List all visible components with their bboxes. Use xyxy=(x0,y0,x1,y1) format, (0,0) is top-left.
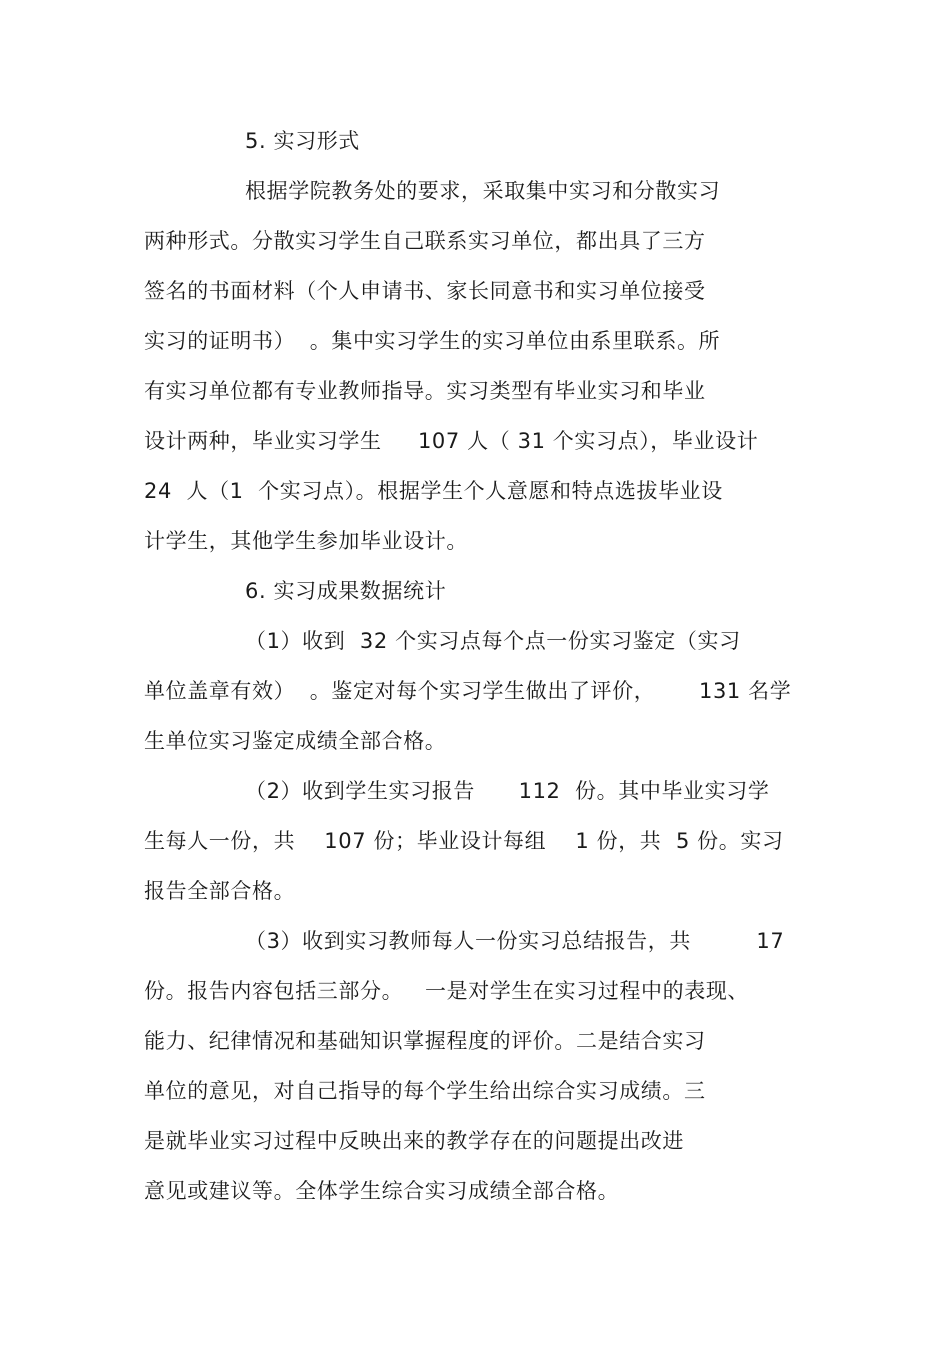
paragraph-line: 能力、纪律情况和基础知识掌握程度的评价。二是结合实习 xyxy=(144,1029,706,1053)
section-heading-5: 5. 实习形式 xyxy=(245,129,360,153)
paragraph-line: 签名的书面材料（个人申请书、家长同意书和实习单位接受 xyxy=(144,279,706,303)
paragraph-line: （2）收到学生实习报告 112 份。其中毕业实习学 xyxy=(245,779,770,803)
paragraph-line: 根据学院教务处的要求，采取集中实习和分散实习 xyxy=(245,179,721,203)
paragraph-line: 意见或建议等。全体学生综合实习成绩全部合格。 xyxy=(144,1179,620,1203)
paragraph-line: 份。报告内容包括三部分。 一是对学生在实习过程中的表现、 xyxy=(144,979,750,1003)
paragraph-line: （1）收到 32 个实习点每个点一份实习鉴定（实习 xyxy=(245,629,741,653)
paragraph-line: 设计两种，毕业实习学生 107 人（ 31 个实习点），毕业设计 xyxy=(144,429,759,453)
paragraph-line: 实习的证明书） 。集中实习学生的实习单位由系里联系。所 xyxy=(144,329,721,353)
paragraph-line: 单位盖章有效） 。鉴定对每个实习学生做出了评价， 131 名学 xyxy=(144,679,792,703)
paragraph-line: 单位的意见，对自己指导的每个学生给出综合实习成绩。三 xyxy=(144,1079,706,1103)
paragraph-line: 生每人一份，共 107 份；毕业设计每组 1 份，共 5 份。实习 xyxy=(144,829,784,853)
paragraph-line: 有实习单位都有专业教师指导。实习类型有毕业实习和毕业 xyxy=(144,379,706,403)
paragraph-line: 报告全部合格。 xyxy=(144,879,296,903)
paragraph-line: 生单位实习鉴定成绩全部合格。 xyxy=(144,729,447,753)
section-heading-6: 6. 实习成果数据统计 xyxy=(245,579,447,603)
paragraph-line: 计学生，其他学生参加毕业设计。 xyxy=(144,529,468,553)
paragraph-line: 是就毕业实习过程中反映出来的教学存在的问题提出改进 xyxy=(144,1129,684,1153)
paragraph-line: 24 人（1 个实习点）。根据学生个人意愿和特点选拔毕业设 xyxy=(144,479,723,503)
paragraph-line: （3）收到实习教师每人一份实习总结报告，共 17 xyxy=(245,929,785,953)
paragraph-line: 两种形式。分散实习学生自己联系实习单位，都出具了三方 xyxy=(144,229,706,253)
